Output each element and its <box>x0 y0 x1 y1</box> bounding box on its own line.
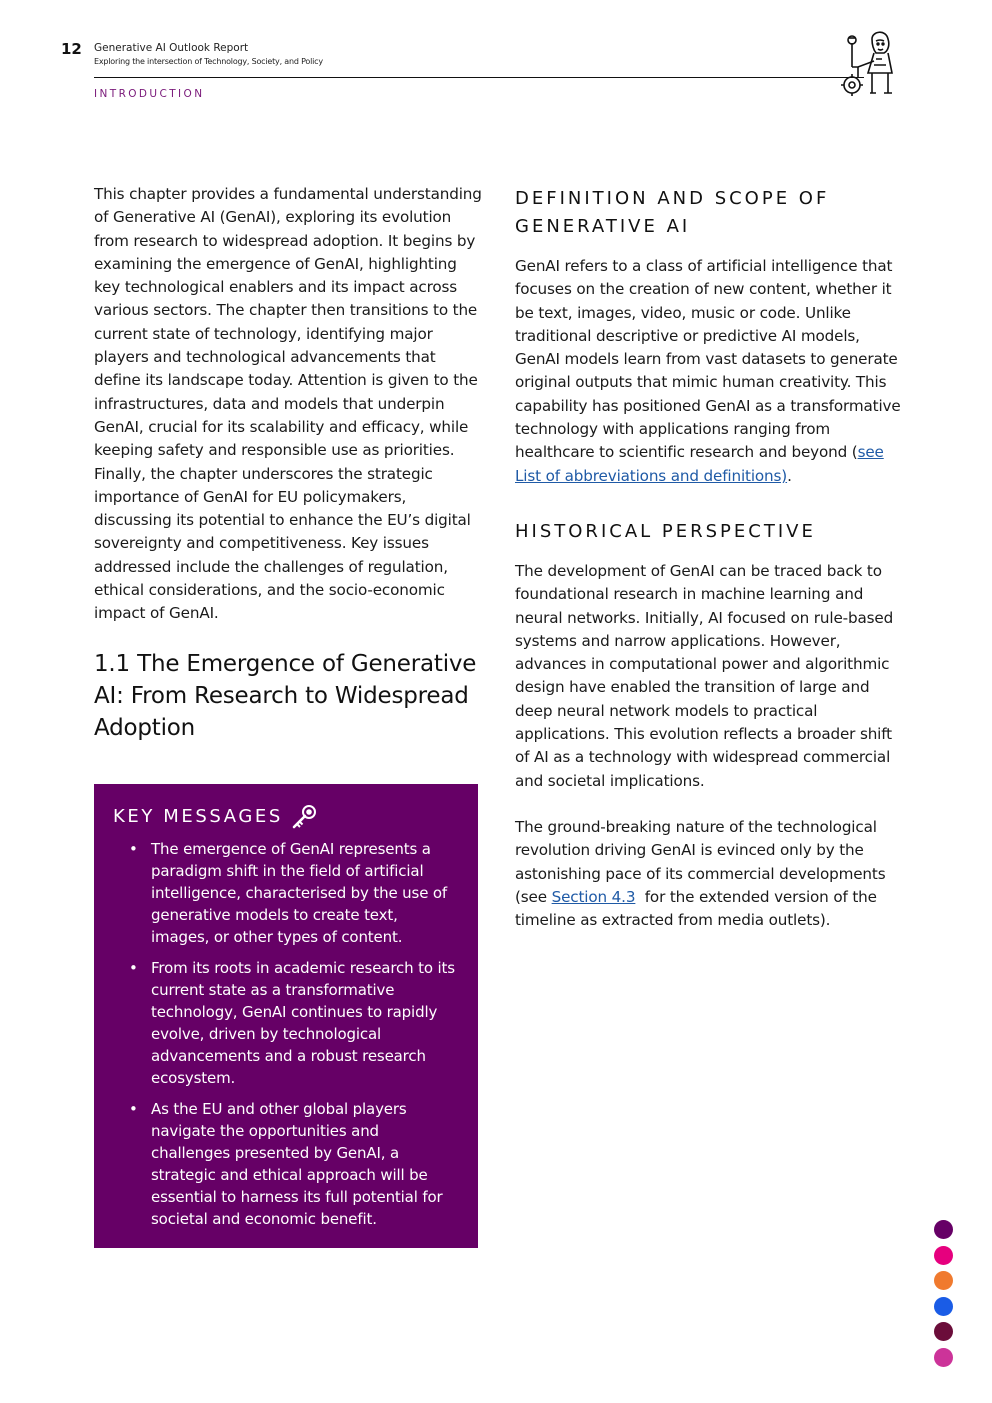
list-item <box>113 957 456 1089</box>
intro-paragraph: This chapter provides a fundamental understanding of Generative AI (GenAI), exploring its evolution from research to widespread adoption. It begins by examining the emergence of GenAI, highlighting key technological enablers and its impact across various sectors. The chapter then transitions to the current state of technology, identifying major players and technological advancements that define its landscape today. Attention is given to the infrastructures, data and models that underpin GenAI, crucial for its scalability and efficacy, while keeping safety and responsible use as priorities. Finally, the chapter underscores the strategic importance of GenAI for EU policymakers, discussing its potential to enhance the EU’s digital sovereignty and competitiveness. Key issues addressed include the challenges of regulation, ethical considerations, and the socio-economic impact of GenAI. <box>94 185 482 623</box>
header-divider <box>94 77 864 78</box>
key-messages-header <box>113 804 456 830</box>
groundbreaking-text-end: for the extended version of the timeline as extracted from media outlets). <box>515 887 882 930</box>
key-message-text: The emergence of GenAI represents a paradigm shift in the field of artificial intelligence, characterised by the use of generative models to create text, images, or other types of content. <box>151 839 448 946</box>
key-message-text: As the EU and other global players navigate the opportunities and challenges presented by GenAI, a strategic and ethical approach will be essential to harness its full potential for societal and economic benefit. <box>151 1099 443 1228</box>
definition-end: . <box>787 466 792 485</box>
color-dot <box>934 1220 953 1239</box>
page-number: 12 <box>61 40 82 58</box>
right-column <box>515 183 907 932</box>
bullet: • <box>129 839 138 858</box>
bullet: • <box>129 1099 138 1118</box>
list-item <box>113 838 456 948</box>
key-icon <box>289 804 319 830</box>
abbreviations-link[interactable]: see List of abbreviations and definitions) <box>515 443 884 485</box>
key-message-text: From its roots in academic research to its current state as a transformative technology, GenAI continues to rapidly evolve, driven by technological advancements and a robust research ecosystem. <box>151 958 455 1087</box>
color-dot <box>934 1322 953 1341</box>
bullet: • <box>129 958 138 977</box>
groundbreaking-text-start: The ground-breaking nature of the technological revolution driving GenAI is evinced only by the astonishing pace of its commercial developments (see <box>515 817 886 906</box>
list-item <box>113 1098 456 1230</box>
color-dot <box>934 1246 953 1265</box>
groundbreaking-paragraph <box>515 816 907 932</box>
color-dot <box>934 1297 953 1316</box>
left-column <box>94 183 482 1248</box>
color-dot <box>934 1348 953 1367</box>
section-heading: 1.1 The Emergence of Generative AI: From Research to Widespread Adoption <box>94 650 477 741</box>
section-label: INTRODUCTION <box>94 88 205 100</box>
color-dot <box>934 1271 953 1290</box>
definition-heading: DEFINITION AND SCOPE OF GENERATIVE AI <box>515 188 830 237</box>
section-link[interactable]: Section 4.3 <box>551 887 636 906</box>
person-with-tools-icon <box>838 27 900 101</box>
historical-paragraph: The development of GenAI can be traced back to foundational research in machine learning and neural networks. Initially, AI focused on rule-based systems and narrow applications. However, advances in computational power and algorithmic design have enabled the transition of large and deep neural network models to practical applications. This evolution reflects a broader shift of AI as a technology with widespread commercial and societal implications. <box>515 561 894 790</box>
definition-paragraph <box>515 255 907 488</box>
historical-heading: HISTORICAL PERSPECTIVE <box>515 520 816 542</box>
report-title: Generative AI Outlook Report <box>94 42 249 54</box>
key-messages-title: KEY MESSAGES <box>113 806 283 828</box>
key-messages-box <box>94 784 478 1248</box>
color-dots <box>934 1220 954 1373</box>
key-messages-list <box>113 838 456 1230</box>
definition-text: GenAI refers to a class of artificial intelligence that focuses on the creation of new content, whether it be text, images, video, music or code. Unlike traditional descriptive or predictive AI models, GenAI models learn from vast datasets to generate original outputs that mimic human creativity. This capability has positioned GenAI as a transformative technology with applications ranging from healthcare to scientific research and beyond ( <box>515 257 901 462</box>
report-subtitle: Exploring the intersection of Technology, Society, and Policy <box>94 57 323 66</box>
